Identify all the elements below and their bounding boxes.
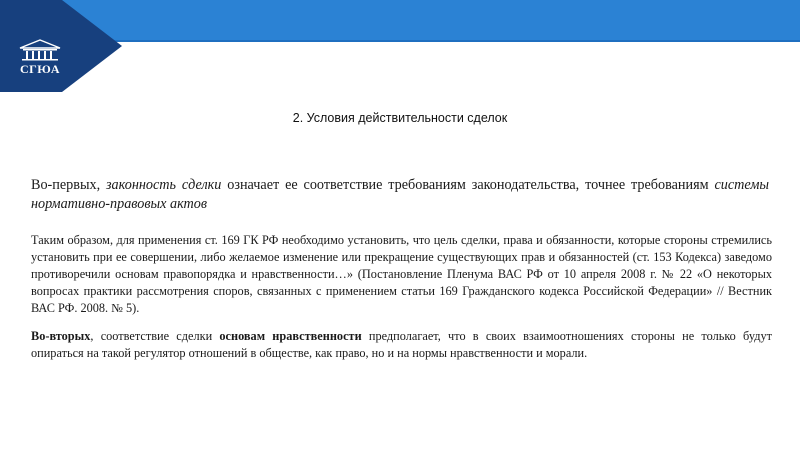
paragraph-second: Во-вторых, соответствие сделки основам нравственности предполагает, что в своих взаимоотношениях стороны не только будут опираться на такой регулятор отношений в обществе, как право, но и на нормы нравственности и морали. <box>31 329 772 360</box>
building-icon <box>14 38 66 62</box>
logo-text: СГЮА <box>19 62 61 76</box>
logo <box>14 38 66 78</box>
paragraph-first: Во-первых, законность сделки означает ее соответствие требованиям законодательства, точнее требованиям системы нормативно-правовых актов <box>31 177 770 212</box>
header-banner <box>0 0 800 92</box>
slide-title: 2. Условия действительности сделок <box>292 111 508 125</box>
paragraph-quote: Таким образом, для применения ст. 169 ГК РФ необходимо установить, что цель сделки, права и обязанности, которые стороны стремились установить при ее совершении, либо желаемое изменение или прекращение существующих прав и обязанностей (ст. 153 Кодекса) заведомо противоречили основам правопорядка и нравственности…» (Постановление Пленума ВАС РФ от 10 апреля 2008 г. № 22 «О некоторых вопросах практики рассмотрения споров, связанных с применением статьи 169 Гражданского кодекса Российской Федерации» // Вестник ВАС РФ. 2008. № 5). <box>31 233 772 315</box>
